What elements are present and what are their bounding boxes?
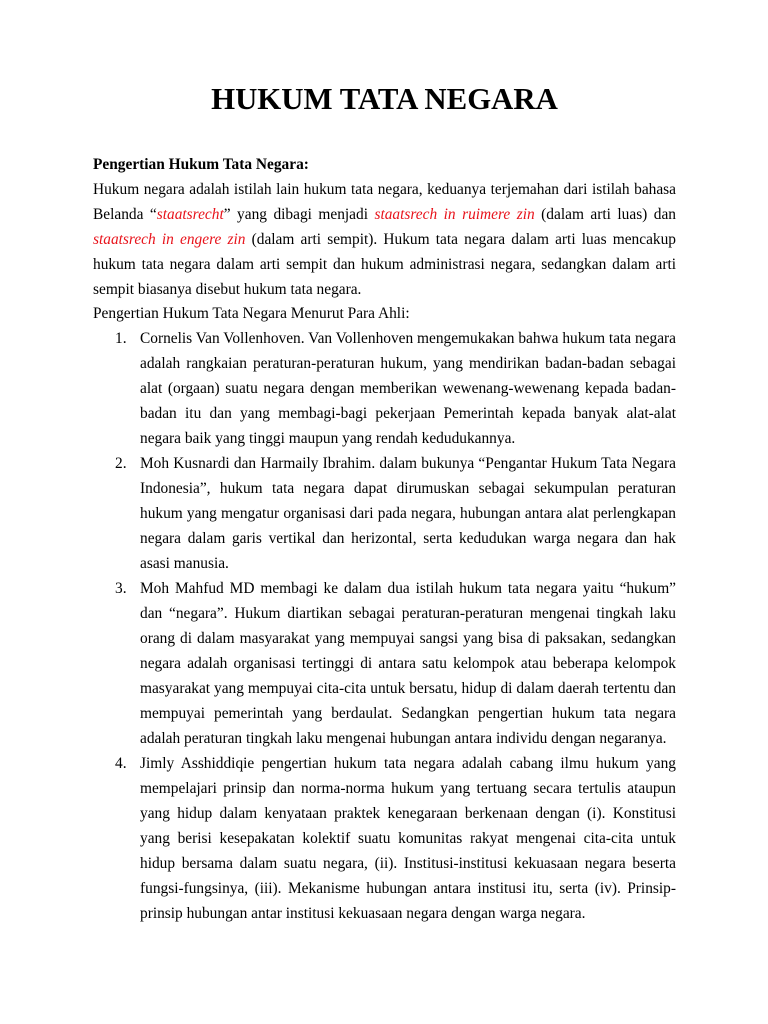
term-ruimere-zin: staatsrech in ruimere zin [374, 205, 535, 223]
list-item-number: 3. [115, 580, 127, 598]
list-item-text: Moh Mahfud MD membagi ke dalam dua istilah hukum tata negara yaitu “hukum” dan “negara”. Hukum diartikan sebagai peraturan-peraturan mengenai tingkah laku orang di dalam masyarakat yang mempuyai sangsi yang bisa di paksakan, sedangkan negara adalah organisasi tertinggi di antara satu kelompok atau beberapa kelompok masyarakat yang mempuyai cita-cita untuk bersatu, hidup di dalam daerah tertentu dan mempuyai pemerintah yang berdaulat. Sedangkan pengertian hukum tata negara adalah peraturan tingkah laku mengenai hubungan antara individu dengan negaranya. [140, 580, 676, 747]
term-staatsrecht: staatsrecht [156, 205, 224, 223]
list-item [93, 752, 676, 926]
list-item [93, 327, 676, 452]
document-title: HUKUM TATA NEGARA [211, 82, 558, 116]
intro-text-2: ” yang dibagi menjadi [223, 205, 375, 223]
list-item [93, 577, 676, 751]
experts-list [93, 327, 676, 926]
intro-text-1: Hukum negara adalah istilah lain hukum tata negara, keduanya terjemahan dari istilah bahasa Belanda “ [93, 180, 676, 223]
section-heading: Pengertian Hukum Tata Negara: [93, 156, 309, 173]
list-item-number: 2. [115, 455, 127, 473]
experts-heading: Pengertian Hukum Tata Negara Menurut Para Ahli: [93, 305, 410, 323]
term-engere-zin: staatsrech in engere zin [93, 230, 246, 248]
intro-paragraph [93, 178, 676, 303]
list-item-text: Jimly Asshiddiqie pengertian hukum tata negara adalah cabang ilmu hukum yang mempelajari prinsip dan norma-norma hukum yang tertuang secara tertulis ataupun yang hidup dalam kenyataan praktek kenegaraan berkenaan dengan (i). Konstitusi yang berisi kesepakatan kolektif suatu komunitas rakyat mengenai cita-cita untuk hidup bersama dalam suatu negara, (ii). Institusi-institusi kekuasaan negara beserta fungsi-fungsinya, (iii). Mekanisme hubungan antara institusi itu, serta (iv). Prinsip-prinsip hubungan antar institusi kekuasaan negara dengan warga negara. [140, 755, 676, 922]
list-item-number: 4. [115, 755, 127, 773]
document-page [93, 82, 677, 927]
list-item-number: 1. [115, 330, 127, 348]
list-item-text: Moh Kusnardi dan Harmaily Ibrahim. dalam bukunya “Pengantar Hukum Tata Negara Indonesia”, hukum tata negara dapat dirumuskan sebagai sekumpulan peraturan hukum yang mengatur organisasi dari pada negara, hubungan antara alat perlengkapan negara dalam garis vertikal dan herizontal, serta kedudukan warga negara dan hak asasi manusia. [140, 455, 676, 572]
intro-text-3: (dalam arti luas) dan [534, 205, 677, 223]
list-item [93, 452, 676, 577]
list-item-text: Cornelis Van Vollenhoven. Van Vollenhoven mengemukakan bahwa hukum tata negara adalah rangkaian peraturan-peraturan hukum, yang mendirikan badan-badan sebagai alat (orgaan) suatu negara dengan memberikan wewenang-wewenang kepada badan-badan itu dan yang membagi-bagi pekerjaan Pemerintah kepada banyak alat-alat negara baik yang tinggi maupun yang rendah kedudukannya. [140, 330, 676, 447]
intro-text-4: (dalam arti sempit). Hukum tata negara dalam arti luas mencakup hukum tata negara dalam arti sempit dan hukum administrasi negara, sedangkan dalam arti sempit biasanya disebut hukum tata negara. [93, 230, 676, 298]
